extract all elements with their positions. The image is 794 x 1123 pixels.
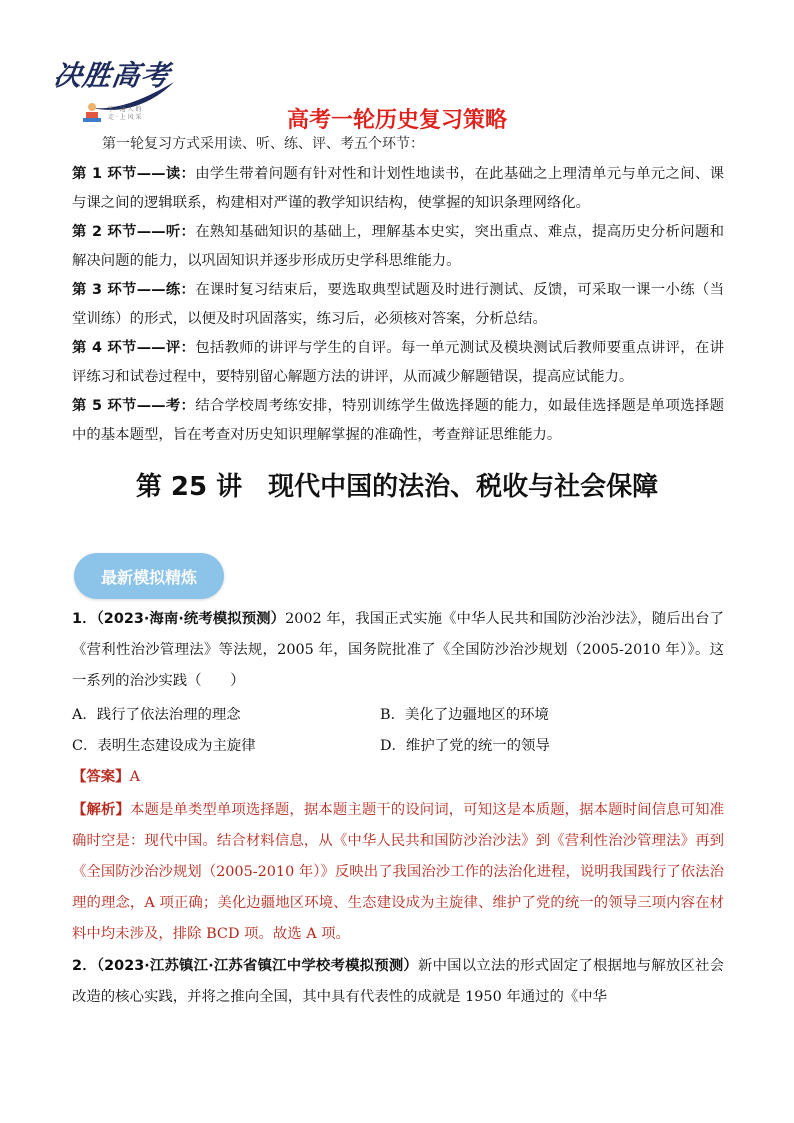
question-stem: 新中国以立法的形式固定了根据地与解放区社会改造的核心实践，并将之推向全国，其中具有代表性的成就是 1950 年通过的《中华 bbox=[72, 958, 724, 1005]
stage-label: 第 1 环节——读： bbox=[72, 166, 196, 182]
question-1-options bbox=[72, 698, 724, 760]
page-header-title: 高考一轮历史复习策略 bbox=[286, 108, 507, 133]
option-c[interactable]: C．表明生态建设成为主旋律 bbox=[72, 738, 256, 754]
stage-item bbox=[72, 218, 724, 276]
question-source: 2．（2023·江苏镇江·江苏省镇江中学校考模拟预测） bbox=[72, 958, 418, 974]
stage-text: 包括教师的讲评与学生的自评。每一单元测试及模块测试后教师要重点讲评，在讲评练习和试卷过程中，要特别留心解题方法的讲评，从而减少解题错误，提高应试能力。 bbox=[72, 340, 724, 385]
stage-label: 第 4 环节——评： bbox=[72, 340, 196, 356]
option-a[interactable]: A．践行了依法治理的理念 bbox=[72, 707, 241, 723]
answer-value: A bbox=[129, 769, 140, 785]
stage-item bbox=[72, 334, 724, 392]
stage-text: 在课时复习结束后，要选取典型试题及时进行测试、反馈，可采取一课一小练（当堂训练）的形式，以便及时巩固落实，练习后，必须核对答案，分析总结。 bbox=[72, 282, 724, 327]
stage-item bbox=[72, 160, 724, 218]
stage-text: 结合学校周考练安排，特别训练学生做选择题的能力，如最佳选择题是单项选择题中的基本题型，旨在考查对历史知识理解掌握的准确性，考查辩证思维能力。 bbox=[72, 398, 724, 443]
answer-line bbox=[72, 762, 140, 793]
stage-label: 第 5 环节——考： bbox=[72, 398, 196, 414]
stage-text: 在熟知基础知识的基础上，理解基本史实，突出重点、难点，提高历史分析问题和解决问题的能力，以巩固知识并逐步形成历史学科思维能力。 bbox=[72, 224, 724, 269]
logo-brand-text: 决胜高考 bbox=[51, 59, 173, 92]
stage-list bbox=[72, 160, 724, 450]
question-stem: 2002 年，我国正式实施《中华人民共和国防沙治沙法》，随后出台了《营利性治沙管理法》等法规，2005 年，国务院批准了《全国防沙治沙规划（2005-2010 年）》。这一系列的治沙实践（ ） bbox=[72, 611, 724, 689]
section-pill: 最新模拟精炼 bbox=[74, 553, 224, 599]
stage-label: 第 2 环节——听： bbox=[72, 224, 196, 240]
lecture-title: 第 25 讲 现代中国的法治、税收与社会保障 bbox=[135, 472, 659, 502]
logo-small-text: 字 · 通 人 的 走 · 上 风 采 bbox=[108, 106, 142, 121]
answer-label: 【答案】 bbox=[72, 769, 130, 785]
question-2 bbox=[72, 951, 724, 1013]
analysis-block bbox=[72, 795, 724, 950]
intro-text: 第一轮复习方式采用读、听、练、评、考五个环节： bbox=[102, 136, 424, 152]
question-source: 1．（2023·海南·统考模拟预测） bbox=[72, 611, 286, 627]
analysis-label: 【解析】 bbox=[72, 802, 130, 818]
question-1 bbox=[72, 604, 724, 697]
option-d[interactable]: D．维护了党的统一的领导 bbox=[380, 738, 550, 754]
option-b[interactable]: B．美化了边疆地区的环境 bbox=[380, 707, 549, 723]
stage-item bbox=[72, 276, 724, 334]
stage-item bbox=[72, 392, 724, 450]
stage-text: 由学生带着问题有针对性和计划性地读书，在此基础之上理清单元与单元之间、课与课之间的逻辑联系，构建相对严谨的教学知识结构，使掌握的知识条理网络化。 bbox=[72, 166, 724, 211]
analysis-text: 本题是单类型单项选择题，据本题主题干的设问词，可知这是本质题，据本题时间信息可知准确时空是：现代中国。结合材料信息，从《中华人民共和国防沙治沙法》到《营利性治沙管理法》再到《全国防沙治沙规划（2005-2010 年）》反映出了我国治沙工作的法治化进程，说明我国践行了依法治理的理念，A 项正确；美化边疆地区环境、生态建设成为主旋律、维护了党的统一的领导三项内容在材料中均未涉及，排除 BCD 项。故选 A 项。 bbox=[72, 802, 724, 942]
stage-label: 第 3 环节——练： bbox=[72, 282, 196, 298]
